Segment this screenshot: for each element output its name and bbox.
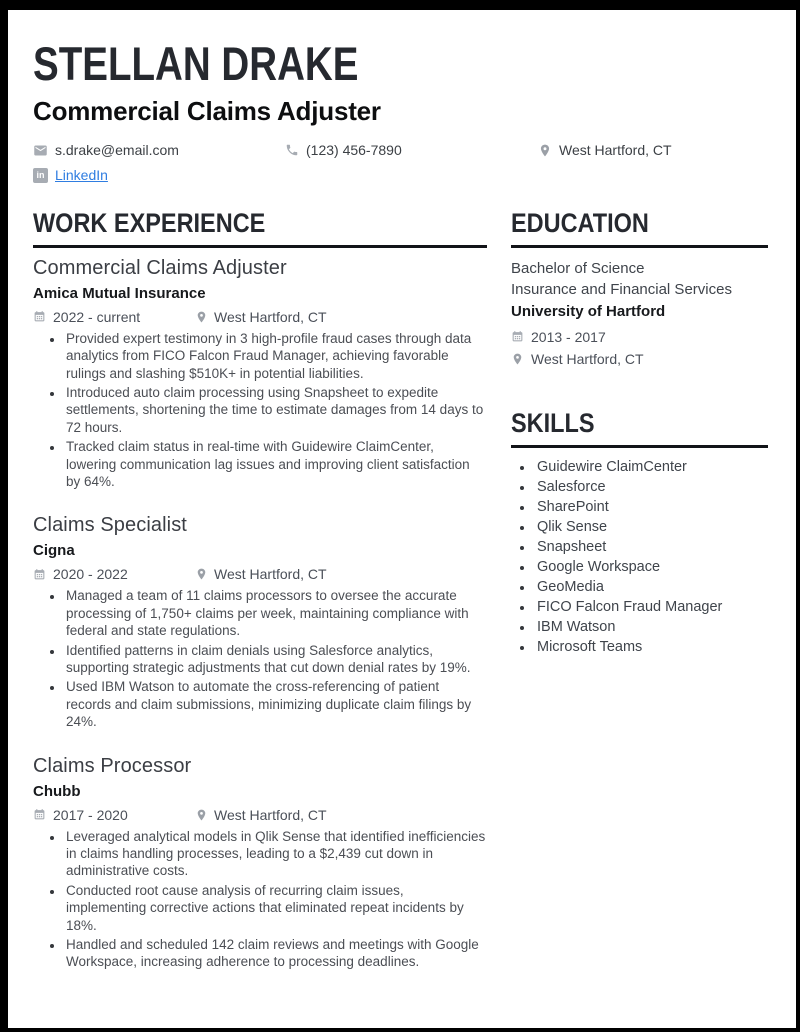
linkedin-link[interactable]: LinkedIn bbox=[55, 167, 108, 183]
job-location: West Hartford, CT bbox=[214, 308, 327, 325]
map-pin-icon bbox=[195, 310, 208, 324]
job-dates-wrap bbox=[33, 807, 195, 823]
company-name: Chubb bbox=[33, 782, 81, 800]
education-heading: EDUCATION bbox=[511, 209, 768, 248]
skills-heading: SKILLS bbox=[511, 409, 768, 448]
education-location-wrap bbox=[511, 351, 768, 367]
education-dates: 2013 - 2017 bbox=[531, 328, 606, 345]
skills-list bbox=[511, 457, 768, 657]
job-bullet: • Introduced auto claim processing using Snapsheet to expedite settlements, shortening the time to estimate damages from 14 days to 72 hours. bbox=[64, 384, 487, 436]
linkedin-icon: in bbox=[33, 168, 48, 183]
skill-item: • Google Workspace bbox=[534, 557, 768, 577]
resume-page bbox=[8, 10, 796, 1028]
resume-header bbox=[33, 37, 768, 183]
job-title: Claims Specialist bbox=[33, 514, 187, 537]
education-dates-wrap bbox=[511, 329, 768, 345]
job-meta bbox=[33, 566, 487, 582]
phone-text: (123) 456-7890 bbox=[306, 142, 402, 158]
job-bullet-list bbox=[33, 330, 487, 491]
job-bullet-list bbox=[33, 828, 487, 971]
job-location-wrap bbox=[195, 309, 327, 325]
skills-section bbox=[511, 409, 768, 657]
job-bullet: • Provided expert testimony in 3 high-profile fraud cases through data analytics from FICO Falcon Fraud Manager, achieving favorable rulings and slashing $510K+ in potential liabilities. bbox=[64, 330, 487, 382]
skill-item: • GeoMedia bbox=[534, 577, 768, 597]
job-bullet: • Tracked claim status in real-time with Guidewire ClaimCenter, lowering communication lag issues and improving client satisfaction by 64%. bbox=[64, 438, 487, 490]
job-bullet: • Managed a team of 11 claims processors to oversee the accurate processing of 1,750+ claims per week, maintaining compliance with federal and state regulations. bbox=[64, 587, 487, 639]
job-bullet-list bbox=[33, 587, 487, 730]
phone-icon bbox=[285, 143, 299, 157]
job-dates-wrap bbox=[33, 566, 195, 582]
education-section bbox=[511, 209, 768, 367]
resume-body bbox=[33, 209, 768, 971]
school-name: University of Hartford bbox=[511, 302, 666, 320]
calendar-icon bbox=[33, 808, 46, 821]
calendar-icon bbox=[33, 568, 46, 581]
skill-item: • Snapsheet bbox=[534, 537, 768, 557]
company-name: Cigna bbox=[33, 542, 75, 560]
map-pin-icon bbox=[538, 143, 552, 158]
map-pin-icon bbox=[511, 352, 524, 366]
job-dates: 2020 - 2022 bbox=[53, 566, 128, 583]
job-title: Commercial Claims Adjuster bbox=[33, 256, 287, 279]
email-text: s.drake@email.com bbox=[55, 142, 179, 158]
location-text: West Hartford, CT bbox=[559, 142, 672, 158]
job-bullet: • Identified patterns in claim denials using Salesforce analytics, supporting strategic adjustments that cut down denial rates by 19%. bbox=[64, 642, 487, 677]
job-entry bbox=[33, 755, 487, 971]
map-pin-icon bbox=[195, 567, 208, 581]
resume-title: Commercial Claims Adjuster bbox=[33, 96, 381, 126]
job-location-wrap bbox=[195, 566, 327, 582]
job-meta bbox=[33, 309, 487, 325]
job-dates: 2022 - current bbox=[53, 308, 141, 325]
job-entry bbox=[33, 514, 487, 730]
degree: Bachelor of Science bbox=[511, 259, 645, 277]
skill-item: • SharePoint bbox=[534, 497, 768, 517]
right-column bbox=[511, 209, 768, 971]
skill-item: • Microsoft Teams bbox=[534, 637, 768, 657]
job-dates-wrap bbox=[33, 309, 195, 325]
job-entry bbox=[33, 257, 487, 491]
field-of-study: Insurance and Financial Services bbox=[511, 281, 732, 299]
job-location-wrap bbox=[195, 807, 327, 823]
work-experience-section bbox=[33, 209, 487, 971]
calendar-icon bbox=[33, 310, 46, 323]
job-bullet: • Leveraged analytical models in Qlik Sense that identified inefficiencies in claims handling processes, leading to a $2,439 cut down in administrative costs. bbox=[64, 828, 487, 880]
skill-item: • Salesforce bbox=[534, 477, 768, 497]
map-pin-icon bbox=[195, 808, 208, 822]
education-entry bbox=[511, 258, 768, 368]
company-name: Amica Mutual Insurance bbox=[33, 284, 206, 302]
job-dates: 2017 - 2020 bbox=[53, 806, 128, 823]
resume-name: STELLAN DRAKE bbox=[33, 37, 359, 90]
contact-location bbox=[538, 142, 672, 158]
skill-item: • Qlik Sense bbox=[534, 517, 768, 537]
contact-linkedin bbox=[33, 167, 108, 183]
calendar-icon bbox=[511, 330, 524, 343]
job-location: West Hartford, CT bbox=[214, 806, 327, 823]
education-location: West Hartford, CT bbox=[531, 351, 644, 368]
skill-item: • IBM Watson bbox=[534, 617, 768, 637]
work-experience-heading: WORK EXPERIENCE bbox=[33, 209, 487, 248]
job-title: Claims Processor bbox=[33, 754, 192, 777]
job-bullet: • Conducted root cause analysis of recurring claim issues, implementing corrective actions that eliminated repeat incidents by 18%. bbox=[64, 882, 487, 934]
contact-email bbox=[33, 142, 285, 158]
contact-row-2 bbox=[33, 167, 768, 183]
contact-row-1 bbox=[33, 142, 768, 158]
contact-phone bbox=[285, 142, 538, 158]
job-bullet: • Used IBM Watson to automate the cross-referencing of patient records and claim submissions, minimizing duplicate claim filings by 24%. bbox=[64, 678, 487, 730]
job-bullet: • Handled and scheduled 142 claim reviews and meetings with Google Workspace, increasing adherence to processing deadlines. bbox=[64, 936, 487, 971]
envelope-icon bbox=[33, 143, 48, 158]
job-location: West Hartford, CT bbox=[214, 566, 327, 583]
skill-item: • FICO Falcon Fraud Manager bbox=[534, 597, 768, 617]
job-meta bbox=[33, 807, 487, 823]
skill-item: • Guidewire ClaimCenter bbox=[534, 457, 768, 477]
